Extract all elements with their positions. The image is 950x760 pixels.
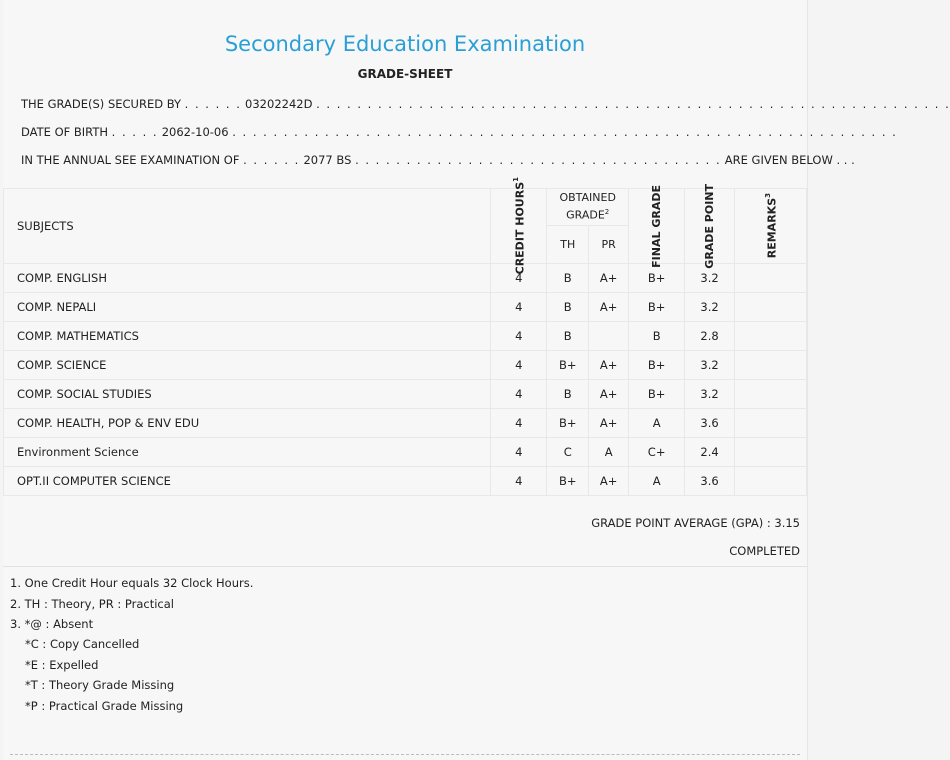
final-grade: B [629, 322, 685, 351]
table-row [4, 380, 807, 409]
exam-line [21, 153, 855, 167]
table-row [4, 264, 807, 293]
remarks [735, 380, 807, 409]
practical-grade: A+ [589, 351, 629, 380]
table-row [4, 467, 807, 496]
footnote-theory-missing: *T : Theory Grade Missing [25, 678, 175, 692]
remarks [735, 322, 807, 351]
theory-grade: B+ [547, 409, 589, 438]
credit-hours: 4 [491, 322, 547, 351]
footnote-absent: 3. *@ : Absent [10, 617, 94, 631]
grade-point-header: GRADE POINT [685, 189, 735, 264]
footnote-credit-hour: 1. One Credit Hour equals 32 Clock Hours. [10, 576, 254, 590]
remarks [735, 351, 807, 380]
practical-grade: A+ [589, 380, 629, 409]
subject-name: COMP. ENGLISH [4, 264, 491, 293]
status-text: COMPLETED [729, 544, 800, 558]
pr-header: PR [589, 226, 629, 264]
final-grade-header: FINAL GRADE [629, 189, 685, 264]
exam-suffix: ARE GIVEN BELOW . . . [724, 153, 855, 167]
credit-hours: 4 [491, 351, 547, 380]
table-row [4, 409, 807, 438]
final-grade: B+ [629, 293, 685, 322]
subject-name: COMP. MATHEMATICS [4, 322, 491, 351]
subjects-header: SUBJECTS [4, 189, 491, 264]
subject-name: COMP. SCIENCE [4, 351, 491, 380]
practical-grade: A [589, 438, 629, 467]
grade-point: 2.8 [685, 322, 735, 351]
grade-sheet [3, 0, 950, 760]
table-row [4, 351, 807, 380]
final-grade: A [629, 409, 685, 438]
footnote-practical-missing: *P : Practical Grade Missing [25, 699, 184, 713]
practical-grade: A+ [589, 467, 629, 496]
exam-label: IN THE ANNUAL SEE EXAMINATION OF [21, 153, 240, 167]
remarks [735, 264, 807, 293]
final-grade: A [629, 467, 685, 496]
remarks [735, 438, 807, 467]
remarks [735, 293, 807, 322]
footnote-th-pr: 2. TH : Theory, PR : Practical [10, 597, 174, 611]
table-row [4, 322, 807, 351]
credit-hours: 4 [491, 409, 547, 438]
grade-point: 3.2 [685, 380, 735, 409]
final-grade: C+ [629, 438, 685, 467]
table-row [4, 438, 807, 467]
leader-dots: . . . . . . . . . . . . . . . . . . . . . . . . . . . . . . . . . . . . . . . . . . . . . . . . . . . . . . . . . . . . . . [316, 97, 950, 111]
theory-grade: B [547, 293, 589, 322]
subject-name: COMP. SOCIAL STUDIES [4, 380, 491, 409]
dashed-divider [10, 754, 800, 755]
th-header: TH [547, 226, 589, 264]
remarks-header: REMARKS$^3$ [735, 189, 807, 264]
dob-value: 2062-10-06 [161, 125, 229, 139]
subject-name: Environment Science [4, 438, 491, 467]
subject-name: OPT.II COMPUTER SCIENCE [4, 467, 491, 496]
secured-by-label: THE GRADE(S) SECURED BY [21, 97, 182, 111]
final-grade: B+ [629, 351, 685, 380]
obtained-grade-header: OBTAINED GRADE$^2$ [547, 189, 629, 226]
theory-grade: C [547, 438, 589, 467]
leader-dots: . . . . . [111, 125, 159, 139]
credit-hours: 4 [491, 293, 547, 322]
practical-grade: A+ [589, 409, 629, 438]
subject-name: COMP. NEPALI [4, 293, 491, 322]
credit-hours-header: CREDIT HOURS$^1$ [491, 189, 547, 264]
grade-point: 3.6 [685, 467, 735, 496]
footnote-copy-cancelled: *C : Copy Cancelled [25, 637, 140, 651]
credit-hours: 4 [491, 380, 547, 409]
grade-sheet-heading: GRADE-SHEET [357, 67, 453, 81]
practical-grade [589, 322, 629, 351]
grade-point: 2.4 [685, 438, 735, 467]
grade-point: 3.2 [685, 264, 735, 293]
leader-dots: . . . . . . . . . . . . . . . . . . . . . . . . . . . . . . . . . . . . . . . . . . . . . . . . . . . . . . . . . . . . . . . . . [232, 125, 898, 139]
leader-dots: . . . . . . [184, 97, 242, 111]
dob-label: DATE OF BIRTH [21, 125, 109, 139]
grade-point: 3.2 [685, 351, 735, 380]
footnotes [3, 566, 807, 731]
theory-grade: B [547, 322, 589, 351]
secured-by-line [21, 97, 950, 111]
subject-name: COMP. HEALTH, POP & ENV EDU [4, 409, 491, 438]
remarks [735, 467, 807, 496]
theory-grade: B+ [547, 467, 589, 496]
header-row [4, 189, 807, 226]
exam-year: 2077 BS [303, 153, 352, 167]
final-grade: B+ [629, 380, 685, 409]
theory-grade: B+ [547, 351, 589, 380]
table-row [4, 293, 807, 322]
credit-hours: 4 [491, 264, 547, 293]
grades-table [3, 177, 807, 496]
symbol-number: 03202242D [245, 97, 313, 111]
credit-hours: 4 [491, 467, 547, 496]
practical-grade: A+ [589, 293, 629, 322]
final-grade: B+ [629, 264, 685, 293]
theory-grade: B [547, 380, 589, 409]
dob-line [21, 125, 897, 139]
gpa-summary: GRADE POINT AVERAGE (GPA) : 3.15 [591, 516, 800, 530]
grade-point: 3.2 [685, 293, 735, 322]
remarks [735, 409, 807, 438]
leader-dots: . . . . . . [243, 153, 300, 167]
footnote-expelled: *E : Expelled [25, 658, 99, 672]
leader-dots: . . . . . . . . . . . . . . . . . . . . . . . . . . . . . . . . . . . . [355, 153, 722, 167]
practical-grade: A+ [589, 264, 629, 293]
credit-hours: 4 [491, 438, 547, 467]
theory-grade: B [547, 264, 589, 293]
grade-point: 3.6 [685, 409, 735, 438]
exam-title: Secondary Education Examination [224, 32, 586, 56]
